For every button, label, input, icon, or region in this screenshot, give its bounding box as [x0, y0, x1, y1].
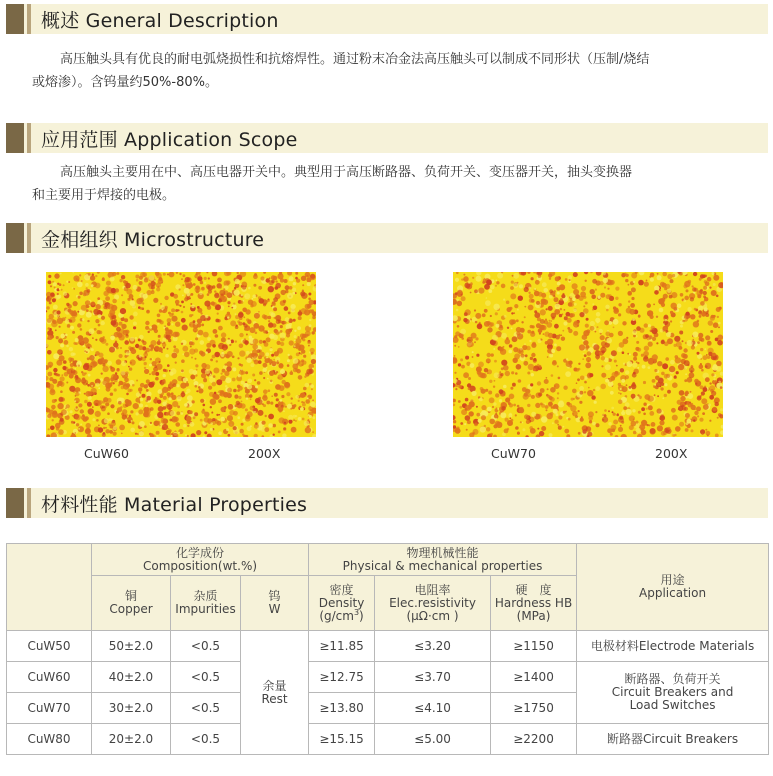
general-line-2: 或熔渗）。含钨量约50%-80%。 — [32, 75, 218, 90]
resistivity-unit: (μΩ·cm ) — [406, 608, 459, 623]
rest-en: Rest — [261, 691, 288, 706]
micrograph-image — [46, 272, 316, 437]
resistivity-header — [375, 576, 491, 631]
scope-line-1: 高压触头主要用在中、高压电器开关中。典型用于高压断路器、负荷开关、变压器开关，抽头变换器 — [60, 165, 633, 180]
header-en: Application — [639, 586, 707, 600]
impurities-cell: <0.5 — [171, 662, 241, 693]
section-title: 应用范围 Application Scope — [41, 128, 298, 151]
section-marker — [6, 223, 24, 253]
table-row — [7, 662, 769, 693]
header-en: Elec.resistivity — [389, 595, 476, 610]
section-header-microstructure — [6, 223, 768, 253]
impurities-cell: <0.5 — [171, 693, 241, 724]
tungsten-header — [241, 576, 309, 631]
header-cn: 杂质 — [193, 589, 218, 603]
section-marker — [6, 488, 24, 518]
header-en: W — [268, 602, 281, 616]
micrograph-image — [453, 272, 723, 437]
copper-cell: 20±2.0 — [92, 724, 171, 755]
density-unit — [311, 607, 372, 623]
section-marker — [6, 4, 24, 34]
table-row — [7, 724, 769, 755]
section-header-material-properties — [6, 488, 768, 518]
unit-text: (g/cm — [319, 608, 354, 623]
header-cn: 铜 — [124, 589, 137, 603]
unit-text-end: ) — [359, 608, 364, 623]
resistivity-cell: ≤3.20 — [375, 631, 491, 662]
section-title: 金相组织 Microstructure — [41, 228, 265, 251]
table-row — [7, 631, 769, 662]
header-en: Impurities — [175, 602, 236, 616]
application-en: Circuit Breakers and — [611, 685, 734, 699]
physical-group-header — [309, 544, 577, 576]
copper-cell: 40±2.0 — [92, 662, 171, 693]
section-marker-accent — [27, 488, 31, 518]
header-cn: 钨 — [268, 589, 281, 603]
application-cn: 断路器、负荷开关 — [624, 672, 721, 686]
resistivity-cell: ≤5.00 — [375, 724, 491, 755]
tungsten-rest-cell — [241, 631, 309, 755]
density-cell: ≥13.80 — [309, 693, 375, 724]
copper-cell: 30±2.0 — [92, 693, 171, 724]
impurities-cell: <0.5 — [171, 724, 241, 755]
header-en: Physical & mechanical properties — [342, 558, 543, 573]
hardness-unit: (MPa) — [516, 608, 551, 623]
hardness-cell: ≥1750 — [491, 693, 577, 724]
section-header-scope — [6, 123, 768, 153]
scope-description — [32, 161, 732, 207]
copper-cell: 50±2.0 — [92, 631, 171, 662]
rest-cn: 余量 — [262, 678, 287, 693]
general-line-1: 高压触头具有优良的耐电弧烧损性和抗熔焊性。通过粉末冶金法高压触头可以制成不同形状（压制/烧结 — [60, 52, 650, 67]
header-en: Copper — [109, 602, 153, 616]
application-en: Load Switches — [629, 698, 716, 712]
hardness-cell: ≥1400 — [491, 662, 577, 693]
header-cn: 密度 — [329, 582, 354, 597]
hardness-cell: ≥2200 — [491, 724, 577, 755]
header-cn: 硬 度 — [515, 582, 552, 597]
unit-superscript: 3 — [353, 607, 360, 617]
hardness-header — [491, 576, 577, 631]
density-cell: ≥15.15 — [309, 724, 375, 755]
micrograph-cuw70 — [453, 272, 723, 437]
grade-cell: CuW50 — [7, 631, 92, 662]
application-cell: 电极材料Electrode Materials — [577, 631, 769, 662]
micrograph-magnification-label: 200X — [248, 446, 281, 461]
scope-line-2: 和主要用于焊接的电极。 — [32, 188, 176, 203]
section-title: 材料性能 Material Properties — [41, 493, 308, 516]
section-title: 概述 General Description — [41, 9, 279, 32]
grade-header — [7, 544, 92, 631]
impurities-header — [171, 576, 241, 631]
general-description — [32, 48, 732, 94]
copper-header — [92, 576, 171, 631]
micrograph-magnification-label: 200X — [655, 446, 688, 461]
grade-cell: CuW70 — [7, 693, 92, 724]
section-marker — [6, 123, 24, 153]
material-properties-table — [6, 543, 769, 755]
header-cn: 电阻率 — [414, 582, 451, 597]
composition-group-header — [92, 544, 309, 576]
header-cn: 物理机械性能 — [406, 545, 479, 560]
application-cell — [577, 662, 769, 724]
density-cell: ≥12.75 — [309, 662, 375, 693]
header-en: Density — [318, 595, 365, 610]
application-header — [577, 544, 769, 631]
micrograph-cuw60 — [46, 272, 316, 437]
grade-cell: CuW80 — [7, 724, 92, 755]
header-en: Composition(wt.%) — [142, 558, 258, 573]
grade-cell: CuW60 — [7, 662, 92, 693]
application-cell: 断路器Circuit Breakers — [577, 724, 769, 755]
impurities-cell: <0.5 — [171, 631, 241, 662]
micrograph-grade-label: CuW70 — [491, 446, 536, 461]
micrograph-grade-label: CuW60 — [84, 446, 129, 461]
section-marker-accent — [27, 123, 31, 153]
resistivity-cell: ≤3.70 — [375, 662, 491, 693]
hardness-cell: ≥1150 — [491, 631, 577, 662]
section-marker-accent — [27, 4, 31, 34]
resistivity-cell: ≤4.10 — [375, 693, 491, 724]
header-cn: 化学成份 — [176, 545, 225, 560]
header-cn: 用途 — [660, 573, 685, 587]
header-en: Hardness HB — [494, 595, 573, 610]
section-header-general — [6, 4, 768, 34]
density-cell: ≥11.85 — [309, 631, 375, 662]
density-header — [309, 576, 375, 631]
section-marker-accent — [27, 223, 31, 253]
